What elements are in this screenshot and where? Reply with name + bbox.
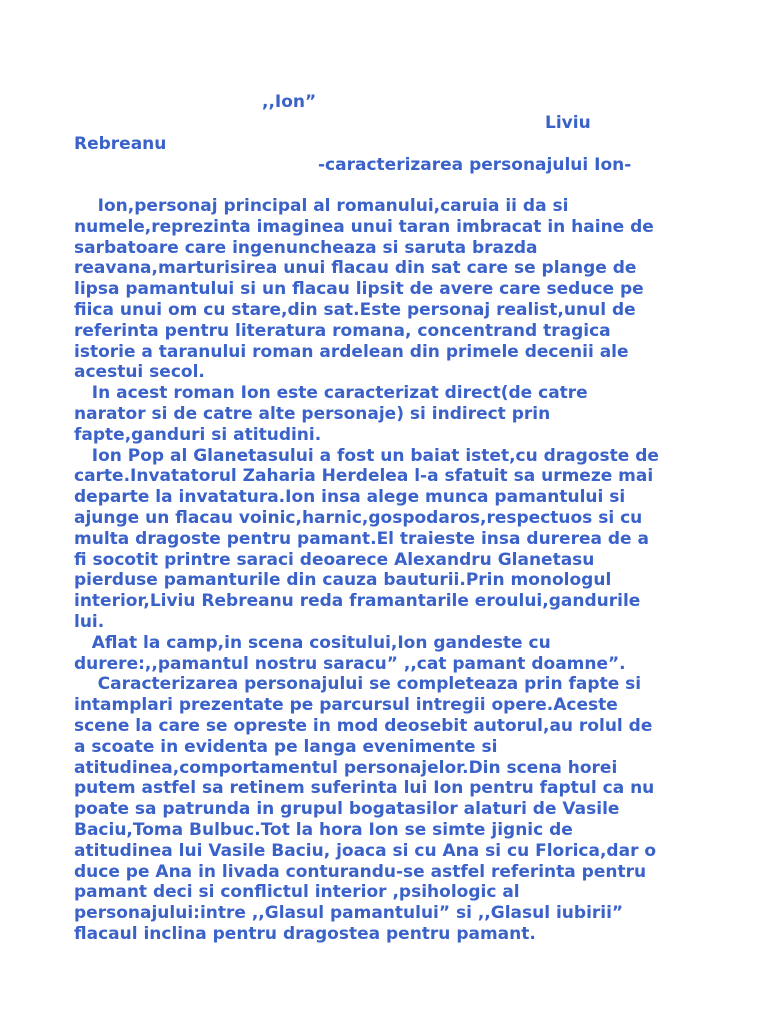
text-line: Ion,personaj principal al romanului,caruia ii da si (74, 196, 569, 216)
document-subtitle: -caracterizarea personajului Ion- (318, 155, 632, 175)
text-line: lui. (74, 611, 105, 632)
text-line: fiica unui om cu stare,din sat.Este personaj realist,unul de (74, 299, 636, 320)
text-line: Baciu,Toma Bulbuc.Tot la hora Ion se simte jignic de (74, 819, 573, 840)
text-line: interior,Liviu Rebreanu reda framantarile eroului,gandurile (74, 591, 641, 612)
text-line: atitudinea lui Vasile Baciu, joaca si cu Ana si cu Florica,dar o (74, 840, 657, 861)
text-line: pierduse pamanturile din cauza bauturii.Prin monologul (74, 570, 612, 591)
author-first-name: Liviu (545, 113, 591, 133)
text-line: Caracterizarea personajului se completeaza prin fapte si (74, 674, 642, 695)
text-line: referinta pentru literatura romana, concentrand tragica (74, 320, 611, 341)
text-line: scene la care se opreste in mod deosebit autorul,au rolul de (74, 715, 653, 736)
text-line: a scoate in evidenta pe langa evenimente si (74, 736, 498, 757)
text-line: ajunge un flacau voinic,harnic,gospodaros,respectuos si cu (74, 507, 643, 528)
text-line: duce pe Ana in livada conturandu-se astfel referinta pentru (74, 861, 647, 882)
text-line: narator si de catre alte personaje) si indirect prin (74, 403, 551, 424)
text-line: fapte,ganduri si atitudini. (74, 424, 322, 445)
author-last-name: Rebreanu (74, 134, 167, 154)
text-line: poate sa patrunda in grupul bogatasilor alaturi de Vasile (74, 799, 620, 820)
text-line: carte.Invatatorul Zaharia Herdelea l-a sfatuit sa urmeze mai (74, 466, 654, 487)
text-line: putem astfel sa retinem suferinta lui Ion pentru faptul ca nu (74, 778, 655, 799)
text-line: personajului:intre ,,Glasul pamantului” si ,,Glasul iubirii” (74, 903, 624, 924)
text-line: durere:,,pamantul nostru saracu” ,,cat pamant doamne”. (74, 653, 626, 674)
text-line: numele,reprezinta imaginea unui taran imbracat in haine de (74, 216, 654, 237)
text-line: Aflat la camp,in scena cositului,Ion gandeste cu (74, 632, 551, 653)
body-text (74, 196, 734, 945)
text-line: multa dragoste pentru pamant.El traieste insa durerea de a (74, 528, 649, 549)
text-line: atitudinea,comportamentul personajelor.Din scena horei (74, 757, 618, 778)
text-line: reavana,marturisirea unui flacau din sat care se plange de (74, 258, 637, 279)
text-line: istorie a taranului roman ardelean din primele decenii ale (74, 341, 629, 362)
text-line: Ion Pop al Glanetasului a fost un baiat istet,cu dragoste de (74, 445, 659, 466)
text-line: lipsa pamantului si un flacau lipsit de avere care seduce pe (74, 279, 644, 300)
document-title: ,,Ion” (262, 92, 317, 112)
text-line: departe la invatatura.Ion insa alege munca pamantului si (74, 487, 626, 508)
text-line: pamant deci si conflictul interior ,psihologic al (74, 882, 520, 903)
text-line: sarbatoare care ingenuncheaza si saruta brazda (74, 237, 538, 258)
text-line: fi socotit printre saraci deoarece Alexandru Glanetasu (74, 549, 595, 570)
text-line: In acest roman Ion este caracterizat direct(de catre (74, 383, 588, 404)
text-line: acestui secol. (74, 362, 205, 383)
text-line: intamplari prezentate pe parcursul intregii opere.Aceste (74, 695, 618, 716)
text-line: flacaul inclina pentru dragostea pentru pamant. (74, 923, 536, 944)
